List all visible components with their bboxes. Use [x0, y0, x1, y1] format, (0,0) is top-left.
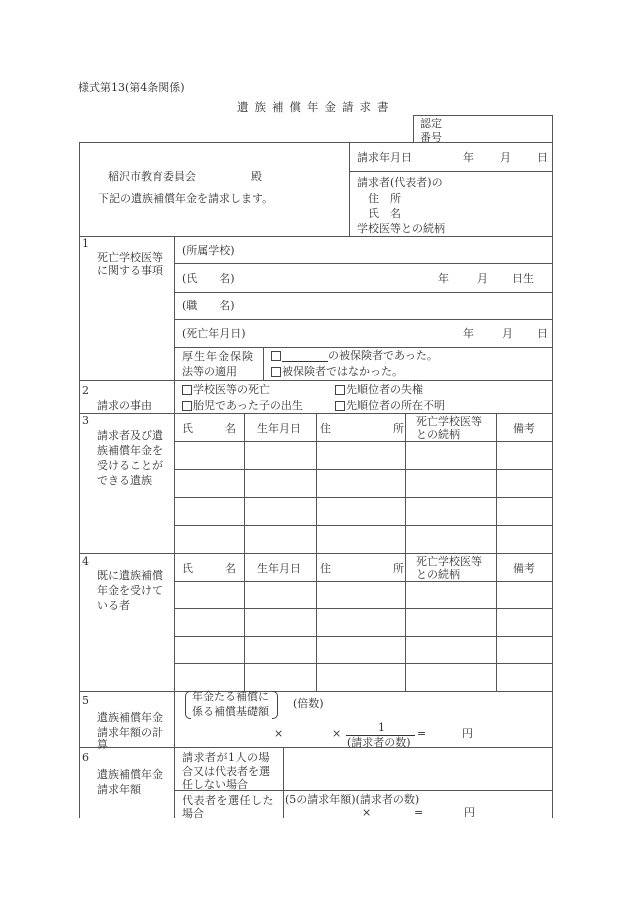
multiplier-label: (倍数)	[293, 697, 324, 710]
section4-number: 4	[82, 555, 89, 568]
table-cell	[245, 498, 316, 525]
checkbox-icon	[182, 385, 192, 395]
section6-title: 請求年額	[97, 783, 141, 796]
cert-box-left-border	[413, 115, 414, 142]
base-amount-label: 年金たる補償に	[192, 690, 269, 703]
section6-title: 遺族補償年金	[97, 768, 163, 781]
fraction-denominator: (請求者の数)	[347, 736, 411, 749]
column-header-address: 所	[393, 422, 404, 435]
table-cell	[245, 442, 316, 469]
checkbox-icon	[271, 351, 281, 361]
death-year: 年	[463, 327, 474, 340]
section2-number: 2	[82, 384, 89, 397]
addressee: 稲沢市教育委員会	[108, 170, 196, 183]
table-cell	[497, 442, 552, 469]
table-cell	[175, 609, 244, 636]
section3-title: できる遺族	[97, 474, 152, 487]
table-cell	[245, 582, 316, 608]
pension-law-label: 法等の適用	[182, 365, 237, 378]
case-single-label: 任しない場合	[182, 778, 248, 791]
request-date-year: 年	[463, 151, 474, 164]
cert-box-top-border	[413, 115, 552, 116]
reason-option: 先順位者の失権	[346, 383, 423, 396]
table-cell	[245, 664, 316, 691]
school-label: (所属学校)	[182, 244, 235, 257]
table-cell	[406, 442, 496, 469]
table-cell	[175, 526, 244, 553]
section2-title: 請求の事由	[97, 399, 152, 412]
column-header-remarks: 備考	[513, 562, 535, 575]
left-bracket-icon	[185, 691, 191, 719]
table-cell	[175, 470, 244, 497]
header-divider	[349, 142, 350, 236]
reason-option: 先順位者の所在不明	[346, 399, 445, 412]
table-cell	[497, 526, 552, 553]
section4-title: 既に遺族補償	[97, 569, 163, 582]
form-number: 様式第13(第4条関係)	[78, 81, 185, 94]
birth-day: 日生	[512, 272, 534, 285]
fraction-numerator: 1	[378, 721, 385, 734]
formula-label: (5の請求年額)(請求者の数)	[285, 793, 420, 806]
times-sign: ×	[332, 727, 342, 740]
table-cell	[317, 664, 405, 691]
table-cell	[406, 664, 496, 691]
table-cell	[406, 470, 496, 497]
base-amount-label: 係る補償基礎額	[192, 705, 269, 718]
section6-case-divider	[283, 747, 284, 818]
section5-title: 遺族補償年金	[97, 711, 163, 724]
table-cell	[406, 609, 496, 636]
table-cell	[406, 637, 496, 663]
section3-title: 受けることが	[97, 459, 163, 472]
section1-top-border	[79, 236, 552, 237]
claimant-label: 請求者(代表者)の	[357, 176, 443, 189]
table-cell	[245, 609, 316, 636]
table-cell	[406, 526, 496, 553]
table-cell	[406, 582, 496, 608]
claimant-address-label: 住 所	[368, 192, 401, 205]
section3-title: 族補償年金を	[97, 444, 163, 457]
reason-option: 学校医等の死亡	[193, 383, 270, 396]
row-divider	[174, 292, 552, 293]
pension-law-divider	[263, 347, 264, 380]
section1-number: 1	[82, 237, 89, 250]
table-cell	[497, 498, 552, 525]
request-date-month: 月	[500, 151, 511, 164]
column-header-relation: 死亡学校医等	[416, 555, 482, 568]
request-date-label: 請求年月日	[357, 151, 412, 164]
reason-option: 胎児であった子の出生	[193, 399, 303, 412]
column-header-birth-date: 生年月日	[257, 422, 301, 435]
case-single-label: 合又は代表者を選	[182, 765, 270, 778]
section6-top-border	[79, 747, 552, 748]
option-not-insured: 被保険者ではなかった。	[282, 365, 403, 378]
claimant-relation-label: 学校医等との続柄	[357, 222, 445, 235]
table-cell	[406, 498, 496, 525]
column-header-address: 所	[393, 562, 404, 575]
death-month: 月	[502, 327, 513, 340]
section5-title: 算	[97, 738, 108, 751]
section1-title: 死亡学校医等	[97, 251, 163, 264]
column-header-address: 住	[320, 562, 331, 575]
table-cell	[497, 637, 552, 663]
table-cell	[497, 609, 552, 636]
column-header-address: 住	[320, 422, 331, 435]
case-single-label: 請求者が1人の場	[182, 751, 270, 764]
section3-number: 3	[82, 414, 89, 427]
birth-year: 年	[438, 272, 449, 285]
equals-sign: =	[414, 806, 424, 819]
cert-label-line2: 番号	[420, 131, 442, 144]
table-cell	[245, 526, 316, 553]
section2-top-border	[79, 380, 552, 381]
section5-title: 請求年額の計	[97, 726, 163, 739]
column-header-relation: との続柄	[416, 428, 460, 441]
times-sign: ×	[274, 727, 284, 740]
fill-in-blank	[282, 361, 328, 362]
equals-sign: =	[417, 727, 427, 740]
table-cell	[497, 470, 552, 497]
column-header-birth-date: 生年月日	[257, 562, 301, 575]
table-cell	[497, 582, 552, 608]
cert-label-line1: 認定	[420, 117, 442, 130]
table-cell	[245, 470, 316, 497]
row-divider	[174, 263, 552, 264]
table-cell	[497, 664, 552, 691]
section5-number: 5	[82, 694, 89, 707]
row-divider	[174, 347, 552, 348]
column-header-remarks: 備考	[513, 422, 535, 435]
birth-month: 月	[477, 272, 488, 285]
request-date-divider	[349, 171, 552, 172]
table-cell	[245, 637, 316, 663]
column-header-name: 氏	[182, 422, 193, 435]
checkbox-icon	[335, 385, 345, 395]
table-cell	[175, 664, 244, 691]
table-cell	[317, 609, 405, 636]
table-left-border	[79, 142, 80, 818]
column-header-relation: との続柄	[416, 568, 460, 581]
deceased-name-label: (氏 名)	[182, 272, 235, 285]
table-cell	[175, 442, 244, 469]
checkbox-icon	[182, 401, 192, 411]
column-header-name: 氏	[182, 562, 193, 575]
table-cell	[317, 637, 405, 663]
section4-title: 年金を受けて	[97, 584, 163, 597]
table-cell	[317, 526, 405, 553]
request-statement: 下記の遺族補償年金を請求します。	[98, 192, 274, 205]
table-top-border	[79, 142, 552, 143]
table-cell	[317, 470, 405, 497]
table-right-border	[552, 115, 553, 818]
case-representative-label: 代表者を選任した	[182, 794, 274, 807]
death-date-label: (死亡年月日)	[182, 327, 246, 340]
position-label: (職 名)	[182, 299, 235, 312]
section5-top-border	[79, 691, 552, 692]
table-cell	[317, 442, 405, 469]
checkbox-icon	[271, 367, 281, 377]
section4-title: いる者	[97, 599, 130, 612]
form-title: 遺族補償年金請求書	[237, 100, 395, 114]
table-cell	[175, 498, 244, 525]
column-header-name: 名	[225, 422, 236, 435]
pension-law-label: 厚生年金保険	[182, 350, 254, 363]
section3-title: 請求者及び遺	[97, 429, 163, 442]
death-day: 日	[537, 327, 548, 340]
section1-title: に関する事項	[97, 264, 163, 277]
right-bracket-icon	[272, 691, 278, 719]
column-header-relation: 死亡学校医等	[416, 415, 482, 428]
option-insured: の被保険者であった。	[328, 349, 438, 362]
yen-unit: 円	[462, 727, 473, 740]
checkbox-icon	[335, 401, 345, 411]
honorific: 殿	[251, 170, 262, 183]
table-cell	[175, 582, 244, 608]
yen-unit: 円	[464, 806, 475, 819]
claimant-name-label: 氏 名	[368, 207, 401, 220]
table-cell	[317, 498, 405, 525]
column-header-name: 名	[225, 562, 236, 575]
case-representative-label: 場合	[182, 807, 204, 820]
table-cell	[175, 637, 244, 663]
section6-number: 6	[82, 751, 89, 764]
request-date-day: 日	[537, 151, 548, 164]
times-sign: ×	[362, 806, 372, 819]
table-cell	[317, 582, 405, 608]
row-divider	[174, 319, 552, 320]
